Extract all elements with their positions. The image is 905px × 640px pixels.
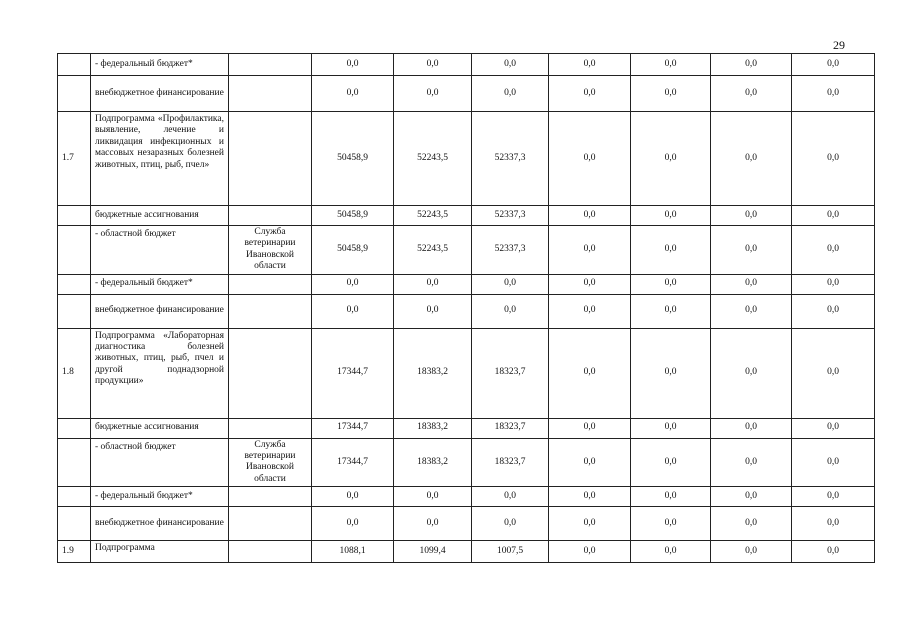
value-cell: 0,0	[549, 226, 631, 275]
value-cell: 0,0	[394, 274, 472, 294]
value-cell: 0,0	[631, 328, 711, 418]
value-cell: 0,0	[711, 438, 792, 487]
value-cell: 0,0	[549, 328, 631, 418]
value-cell: 0,0	[472, 507, 549, 541]
value-cell: 0,0	[549, 274, 631, 294]
value-cell: 0,0	[394, 507, 472, 541]
row-number-cell	[58, 206, 91, 226]
row-name-cell: Подпрограмма «Профилактика, выявление, лечение и ликвидация инфекционных и массовых незаразных болезней животных, птиц, рыб, пчел»	[91, 112, 229, 206]
row-name-cell: внебюджетное финансирование	[91, 294, 229, 328]
value-cell: 18383,2	[394, 328, 472, 418]
value-cell: 0,0	[631, 76, 711, 112]
value-cell: 0,0	[631, 206, 711, 226]
row-number-cell	[58, 438, 91, 487]
value-cell: 0,0	[631, 418, 711, 438]
value-cell: 0,0	[472, 54, 549, 76]
executor-cell	[229, 541, 312, 563]
executor-cell	[229, 54, 312, 76]
table-row	[58, 328, 875, 418]
value-cell: 0,0	[549, 438, 631, 487]
value-cell: 17344,7	[312, 418, 394, 438]
executor-cell	[229, 76, 312, 112]
value-cell: 0,0	[549, 507, 631, 541]
value-cell: 52243,5	[394, 112, 472, 206]
executor-cell	[229, 112, 312, 206]
value-cell: 0,0	[792, 438, 875, 487]
value-cell: 1099,4	[394, 541, 472, 563]
value-cell: 0,0	[631, 507, 711, 541]
value-cell: 0,0	[394, 487, 472, 507]
value-cell: 0,0	[394, 294, 472, 328]
value-cell: 52337,3	[472, 226, 549, 275]
value-cell: 0,0	[472, 76, 549, 112]
value-cell: 1007,5	[472, 541, 549, 563]
value-cell: 0,0	[549, 54, 631, 76]
executor-cell: Служба ветеринарии Ивановской области	[229, 226, 312, 275]
row-number-cell	[58, 507, 91, 541]
table-row	[58, 274, 875, 294]
row-number-cell	[58, 54, 91, 76]
row-name-cell: - областной бюджет	[91, 438, 229, 487]
executor-cell	[229, 487, 312, 507]
value-cell: 50458,9	[312, 206, 394, 226]
value-cell: 0,0	[792, 507, 875, 541]
value-cell: 0,0	[312, 274, 394, 294]
value-cell: 52337,3	[472, 112, 549, 206]
value-cell: 18323,7	[472, 418, 549, 438]
row-number-cell	[58, 487, 91, 507]
table-row	[58, 226, 875, 275]
row-number-cell	[58, 274, 91, 294]
value-cell: 0,0	[792, 328, 875, 418]
table-row	[58, 487, 875, 507]
value-cell: 0,0	[472, 274, 549, 294]
value-cell: 0,0	[792, 418, 875, 438]
table-row	[58, 438, 875, 487]
value-cell: 0,0	[711, 226, 792, 275]
table-body	[58, 54, 875, 563]
value-cell: 0,0	[631, 274, 711, 294]
value-cell: 0,0	[631, 54, 711, 76]
row-number-cell	[58, 226, 91, 275]
value-cell: 0,0	[549, 541, 631, 563]
row-name-cell: Подпрограмма «Лабораторная диагностика болезней животных, птиц, рыб, пчел и другой поднадзорной продукции»	[91, 328, 229, 418]
value-cell: 1088,1	[312, 541, 394, 563]
row-number-cell	[58, 418, 91, 438]
executor-cell	[229, 507, 312, 541]
executor-cell	[229, 294, 312, 328]
value-cell: 0,0	[711, 418, 792, 438]
value-cell: 17344,7	[312, 438, 394, 487]
value-cell: 0,0	[792, 541, 875, 563]
row-name-cell: внебюджетное финансирование	[91, 507, 229, 541]
row-name-cell: - областной бюджет	[91, 226, 229, 275]
value-cell: 0,0	[711, 507, 792, 541]
executor-cell	[229, 328, 312, 418]
row-name-cell: бюджетные ассигнования	[91, 418, 229, 438]
row-name-cell: - федеральный бюджет*	[91, 274, 229, 294]
value-cell: 0,0	[792, 54, 875, 76]
value-cell: 0,0	[549, 418, 631, 438]
value-cell: 18383,2	[394, 418, 472, 438]
value-cell: 0,0	[394, 54, 472, 76]
value-cell: 0,0	[711, 274, 792, 294]
row-name-cell: бюджетные ассигнования	[91, 206, 229, 226]
value-cell: 0,0	[631, 112, 711, 206]
value-cell: 0,0	[549, 294, 631, 328]
table-row	[58, 418, 875, 438]
value-cell: 0,0	[792, 112, 875, 206]
value-cell: 0,0	[711, 76, 792, 112]
executor-cell	[229, 274, 312, 294]
value-cell: 52243,5	[394, 206, 472, 226]
value-cell: 0,0	[711, 541, 792, 563]
value-cell: 0,0	[792, 206, 875, 226]
value-cell: 52243,5	[394, 226, 472, 275]
row-name-cell: - федеральный бюджет*	[91, 54, 229, 76]
row-name-cell: внебюджетное финансирование	[91, 76, 229, 112]
value-cell: 0,0	[711, 206, 792, 226]
value-cell: 0,0	[711, 328, 792, 418]
value-cell: 0,0	[631, 541, 711, 563]
value-cell: 0,0	[312, 487, 394, 507]
value-cell: 0,0	[549, 112, 631, 206]
value-cell: 0,0	[792, 76, 875, 112]
value-cell: 0,0	[549, 76, 631, 112]
value-cell: 0,0	[312, 54, 394, 76]
value-cell: 0,0	[312, 507, 394, 541]
executor-cell	[229, 418, 312, 438]
table-row	[58, 294, 875, 328]
executor-cell	[229, 206, 312, 226]
value-cell: 0,0	[312, 76, 394, 112]
value-cell: 0,0	[631, 294, 711, 328]
value-cell: 18383,2	[394, 438, 472, 487]
table-row	[58, 76, 875, 112]
value-cell: 0,0	[472, 294, 549, 328]
value-cell: 0,0	[792, 487, 875, 507]
table-row	[58, 507, 875, 541]
row-name-cell: Подпрограмма	[91, 541, 229, 563]
budget-table	[57, 53, 875, 563]
value-cell: 50458,9	[312, 226, 394, 275]
table-row	[58, 206, 875, 226]
value-cell: 50458,9	[312, 112, 394, 206]
row-number-cell: 1.9	[58, 541, 91, 563]
value-cell: 0,0	[631, 438, 711, 487]
value-cell: 0,0	[312, 294, 394, 328]
value-cell: 0,0	[394, 76, 472, 112]
row-number-cell	[58, 76, 91, 112]
value-cell: 52337,3	[472, 206, 549, 226]
value-cell: 0,0	[711, 112, 792, 206]
value-cell: 0,0	[631, 226, 711, 275]
table-row	[58, 54, 875, 76]
value-cell: 18323,7	[472, 328, 549, 418]
value-cell: 0,0	[792, 226, 875, 275]
value-cell: 0,0	[792, 274, 875, 294]
row-name-cell: - федеральный бюджет*	[91, 487, 229, 507]
value-cell: 18323,7	[472, 438, 549, 487]
row-number-cell	[58, 294, 91, 328]
value-cell: 0,0	[711, 54, 792, 76]
page-number: 29	[833, 38, 845, 52]
value-cell: 0,0	[549, 206, 631, 226]
row-number-cell: 1.8	[58, 328, 91, 418]
value-cell: 0,0	[472, 487, 549, 507]
table-row	[58, 112, 875, 206]
value-cell: 0,0	[549, 487, 631, 507]
table-row	[58, 541, 875, 563]
value-cell: 0,0	[711, 294, 792, 328]
value-cell: 0,0	[711, 487, 792, 507]
value-cell: 17344,7	[312, 328, 394, 418]
row-number-cell: 1.7	[58, 112, 91, 206]
executor-cell: Служба ветеринарии Ивановской области	[229, 438, 312, 487]
value-cell: 0,0	[631, 487, 711, 507]
value-cell: 0,0	[792, 294, 875, 328]
